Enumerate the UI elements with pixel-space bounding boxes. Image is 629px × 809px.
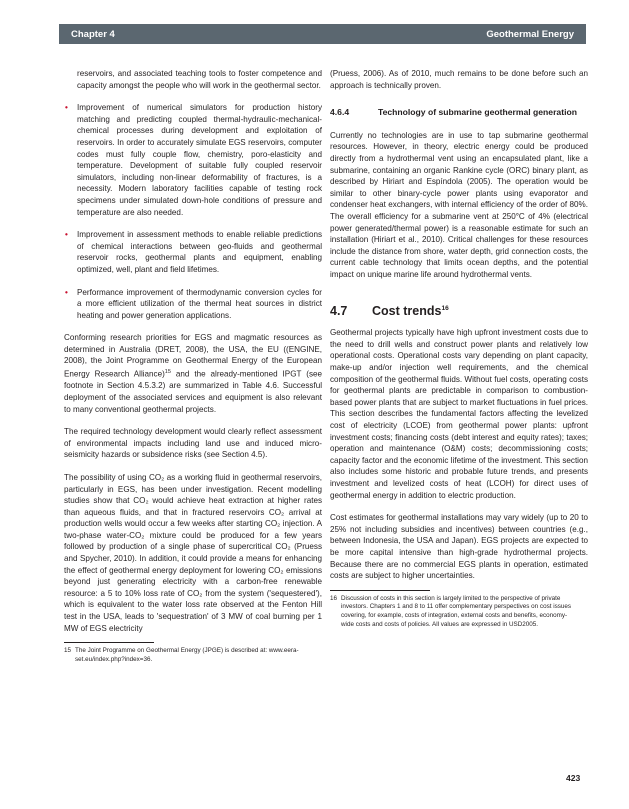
chapter-title: Geothermal Energy — [486, 28, 574, 40]
page-number: 423 — [566, 773, 581, 783]
footnote-divider — [64, 642, 154, 643]
paragraph-text: Conforming research priorities for EGS and magmatic resources as determined in Australia (DRET, 2008), the USA, the EU ((ENGINE, 2008), the Joint Programme on Geothermal Energy of the European Energy Research Alliance) — [64, 333, 322, 379]
section-number: 4.7 — [330, 303, 348, 318]
bullet-icon: • — [65, 230, 68, 240]
footnote-text: The Joint Programme on Geothermal Energy (JPGE) is described at: www.eera-set.eu/index.php?index=36. — [75, 647, 299, 663]
footnote-number: 15 — [64, 647, 72, 655]
right-intro-paragraph: (Pruess, 2006). As of 2010, much remains to be done before such an approach is technically proven. — [330, 69, 588, 90]
bullet-text: Performance improvement of thermodynamic conversion cycles for a more efficient utilization of the thermal heat sources in district heating and power generation applications. — [77, 287, 322, 320]
left-column — [64, 68, 322, 664]
bullet-item — [64, 102, 322, 218]
paragraph-text: and the already-mentioned IPGT (see footnote in Section 4.5.3.2) are summarized in Table 4.6. Successful deployment of the associated services and equipment is also relevant to many conventional geothermal projects. — [64, 369, 322, 414]
bullet-text: Improvement in assessment methods to enable reliable predictions of chemical interactions between geo-fluids and geothermal reservoir rocks, geothermal plants and equipment, enabling optimized, well, plant and field lifetimes. — [77, 230, 322, 274]
bullet-icon: • — [65, 103, 68, 113]
left-intro-paragraph: reservoirs, and associated teaching tools to foster competence and capacity amongst the people who will work in the geothermal sector. — [77, 69, 322, 90]
footnote-text: Discussion of costs in this section is largely limited to the perspective of private investors. Chapters 1 and 8 to 11 offer complementary perspectives on cost issues covering, for example, costs of integration, external costs and benefits, economy-wide costs and costs of policies. All values are expressed in USD2005. — [341, 594, 572, 628]
cost-overview-paragraph: Geothermal projects typically have high upfront investment costs due to the need to drill wells and construct power plants and relatively low operational costs. Operational costs vary depending on plant capacity, make-up and/or injection well requirements, and the chemical composition of the geothermal fluids. Without fuel costs, operating costs for geothermal plants are predictable in comparison to combustion-based power plants that are subject to market fluctuations in fuel prices. This section describes the fundamental factors affecting the levelized cost of electricity (LCOE) from geothermal power plants: upfront investment costs; financing costs (debt interest and equity rates); taxes; operation and maintenance (O&M) costs; decommissioning costs; capacity factor and the economic lifetime of the investment. This section also includes some historic and probable future trends, and presents investment and levelized costs of heat (LCOH) for direct uses of geothermal energy in addition to electric production. — [330, 328, 588, 500]
bullet-text: Improvement of numerical simulators for production history matching and predicting coupled thermal-hydraulic-mechanical-chemical processes during development and exploitation of reservoirs. In order to accurately simulate EGS reservoirs, computer codes must fully couple flow, chemistry, poro-elasticity and temperature. Development of suitable fully coupled reservoir simulators, including non-linear deformability of fractures, is a necessity. Modern laboratory facilities capable of testing rock specimens under simulated down-hole conditions of pressure and temperature are also needed. — [77, 103, 322, 217]
right-column — [330, 68, 588, 629]
footnote-divider — [330, 590, 430, 591]
co2-working-fluid-paragraph: The possibility of using CO₂ as a working fluid in geothermal reservoirs, particularly in EGS, has been under investigation. Recent modelling studies show that CO₂ would achieve heat extraction at higher rates than aqueous fluids, and that in fractured reservoirs CO₂ arrival at production wells would occur a few weeks after starting CO₂ injection. A two-phase water-CO₂ mixture could be produced for a few years followed by production of a single phase of supercritical CO₂ (Pruess and Spycher, 2010). In addition, it could provide a means for enhancing the effect of geothermal energy deployment for lowering CO₂ emissions beyond just generating electricity with a carbon-free renewable resource: a 5 to 10% loss rate of CO₂ from the system ('sequestered'), which is equivalent to the water loss rate observed at the Fenton Hill test in the USA, leads to 'sequestration' of 3 MW of coal burning per 1 MW of EGS electricity — [64, 472, 322, 633]
section-title: Technology of submarine geothermal generation — [378, 107, 577, 118]
footnote-16 — [330, 595, 588, 629]
footnote-ref: 15 — [164, 369, 171, 376]
footnote-ref: 16 — [441, 304, 449, 312]
chapter-header-bar — [59, 24, 586, 44]
technology-development-paragraph: The required technology development would clearly reflect assessment of environmental impacts including land use and induced micro-seismicity hazards or subsidence risks (see Section 4.5). — [64, 427, 322, 460]
bullet-item — [64, 229, 322, 275]
section-heading-4-7 — [330, 303, 588, 318]
bullet-list — [64, 102, 322, 321]
section-title: Cost trends — [372, 303, 442, 318]
bullet-icon: • — [65, 287, 68, 297]
chapter-label: Chapter 4 — [71, 28, 115, 40]
footnote-15 — [64, 647, 322, 664]
footnote-number: 16 — [330, 594, 338, 602]
section-number: 4.6.4 — [330, 107, 350, 118]
submarine-paragraph: Currently no technologies are in use to tap submarine geothermal resources. However, in theory, electric energy could be produced directly from a hydrothermal vent using an encapsulated plant, like a submarine, containing an organic Rankine cycle (ORC) binary plant, as described by Hiriart and Espíndola (2005). The operation would be similar to other binary-cycle power plants using evaporator and condenser heat exchangers, with internal efficiency of the order of 80%. The overall efficiency for a submarine vent at 250°C of 4% (electrical power generated/thermal power) is a reasonable estimate for such an installation (Hiriart et al., 2010). Critical challenges for these resources include the distance from shore, water depth, grid connection costs, the current cable technology that limits ocean depths, and the potential impact on unique marine life around hydrothermal vents. — [330, 130, 588, 279]
cost-estimates-paragraph: Cost estimates for geothermal installations may vary widely (up to 20 to 25% not including subsidies and incentives) between countries (e.g., between Indonesia, the USA and Japan). EGS projects are expected to be more capital intensive than high-grade hydrothermal projects. Because there are no commercial EGS plants in operation, estimated costs are subject to higher uncertainties. — [330, 513, 588, 581]
research-priorities-paragraph — [64, 332, 322, 415]
bullet-item — [64, 287, 322, 322]
section-heading-4-6-4 — [330, 107, 588, 119]
